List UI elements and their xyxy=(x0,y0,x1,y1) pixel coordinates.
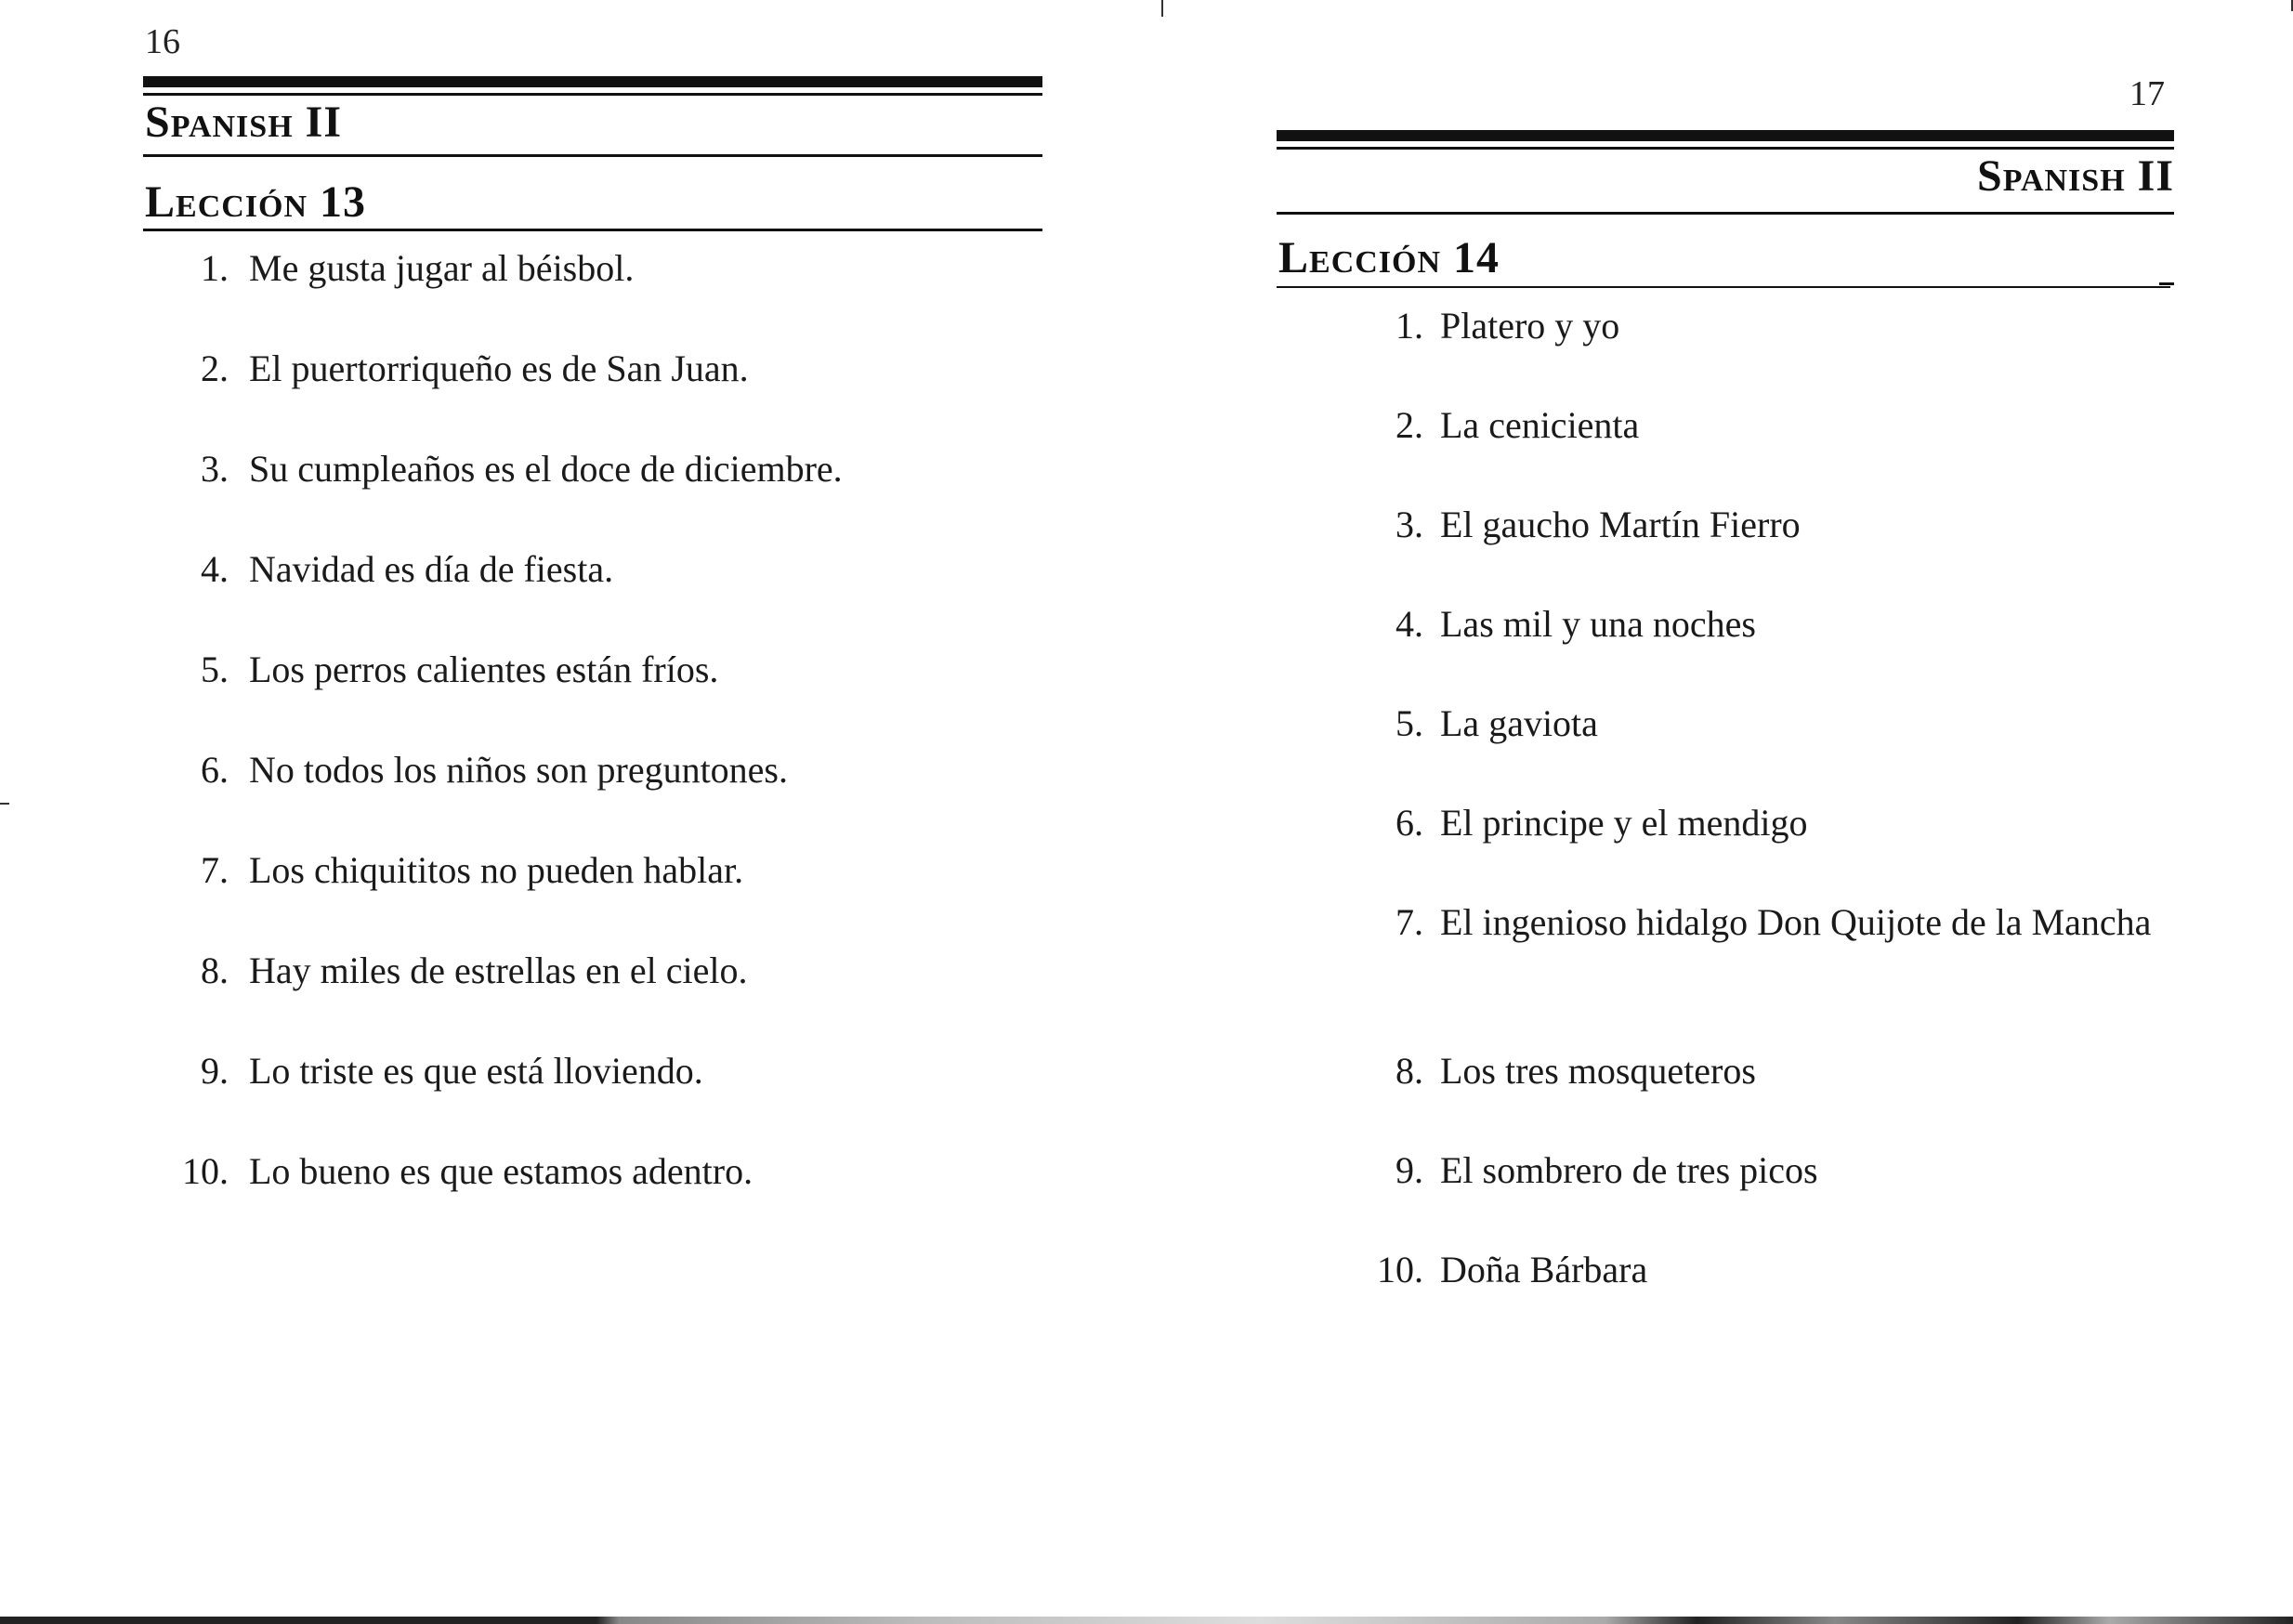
item-number: 10. xyxy=(1377,1249,1423,1290)
header-bottom-rule xyxy=(143,154,1042,157)
header-bottom-rule xyxy=(1277,212,2174,215)
spine-mark xyxy=(1161,0,1163,17)
list-item xyxy=(139,745,1115,845)
list-item xyxy=(1286,500,2261,599)
item-number: 3. xyxy=(1395,504,1423,545)
item-text: Navidad es día de fiesta. xyxy=(249,548,614,590)
item-text: El gaucho Martín Fierro xyxy=(1440,504,1801,545)
item-text: Hay miles de estrellas en el cielo. xyxy=(249,950,748,991)
list-item xyxy=(139,1046,1115,1146)
item-number: 4. xyxy=(1395,603,1423,645)
item-number: 7. xyxy=(1395,901,1423,943)
item-text: Lo bueno es que estamos adentro. xyxy=(249,1150,753,1192)
item-number: 3. xyxy=(201,448,229,490)
list-item xyxy=(1286,897,2261,1046)
list-item xyxy=(1286,1046,2261,1146)
item-text: No todos los niños son preguntones. xyxy=(249,749,788,791)
item-number: 1. xyxy=(1395,305,1423,347)
item-number: 7. xyxy=(201,849,229,891)
item-text: El principe y el mendigo xyxy=(1440,802,1808,844)
item-text: El ingenioso hidalgo Don Quijote de la Mancha xyxy=(1440,901,2152,943)
item-number: 8. xyxy=(201,950,229,991)
list-item xyxy=(1286,400,2261,500)
item-text: Las mil y una noches xyxy=(1440,603,1756,645)
item-number: 6. xyxy=(201,749,229,791)
lesson-rule xyxy=(143,229,1042,231)
list-item xyxy=(1286,301,2261,400)
lesson-rule-tick xyxy=(2159,282,2174,285)
list-item xyxy=(139,1146,1115,1247)
item-number: 2. xyxy=(201,347,229,389)
lesson-title: Lección 14 xyxy=(1278,233,1500,282)
course-title: Spanish II xyxy=(145,98,342,147)
list-item xyxy=(1286,798,2261,897)
item-text: Los perros calientes están fríos. xyxy=(249,648,719,690)
list-item xyxy=(139,946,1115,1046)
header-thick-rule xyxy=(1277,130,2174,141)
page-number: 16 xyxy=(145,22,180,61)
item-text: Platero y yo xyxy=(1440,305,1620,347)
item-number: 9. xyxy=(201,1050,229,1092)
list-item xyxy=(1286,599,2261,699)
list-item xyxy=(139,344,1115,444)
list-item xyxy=(139,243,1115,344)
list-item xyxy=(139,544,1115,645)
list-item xyxy=(139,645,1115,745)
item-number: 1. xyxy=(201,247,229,289)
list-item xyxy=(1286,1245,2261,1344)
edge-mark xyxy=(0,803,9,805)
item-text: Los chiquititos no pueden hablar. xyxy=(249,849,744,891)
item-text: El sombrero de tres picos xyxy=(1440,1149,1818,1191)
page-number: 17 xyxy=(2129,74,2165,113)
lesson-title: Lección 13 xyxy=(145,177,367,227)
item-number: 5. xyxy=(1395,702,1423,744)
list-item xyxy=(139,444,1115,544)
item-number: 6. xyxy=(1395,802,1423,844)
title-list xyxy=(1286,301,2261,1344)
item-number: 8. xyxy=(1395,1050,1423,1092)
item-number: 2. xyxy=(1395,404,1423,446)
course-title: Spanish II xyxy=(1977,151,2174,201)
sentence-list xyxy=(139,243,1115,1247)
list-item xyxy=(139,845,1115,946)
item-text: La gaviota xyxy=(1440,702,1598,744)
header-thin-rule xyxy=(143,93,1042,96)
item-text: El puertorriqueño es de San Juan. xyxy=(249,347,749,389)
item-number: 9. xyxy=(1395,1149,1423,1191)
item-text: Su cumpleaños es el doce de diciembre. xyxy=(249,448,843,490)
list-item xyxy=(1286,699,2261,798)
header-thin-rule xyxy=(1277,147,2174,150)
item-text: Me gusta jugar al béisbol. xyxy=(249,247,635,289)
item-number: 10. xyxy=(182,1150,229,1192)
item-text: Lo triste es que está lloviendo. xyxy=(249,1050,703,1092)
scan-bottom-edge xyxy=(0,1617,2293,1624)
left-page xyxy=(0,0,1146,1624)
header-thick-rule xyxy=(143,76,1042,87)
list-item xyxy=(1286,1146,2261,1245)
item-text: La cenicienta xyxy=(1440,404,1640,446)
item-text: Los tres mosqueteros xyxy=(1440,1050,1756,1092)
item-number: 4. xyxy=(201,548,229,590)
lesson-rule xyxy=(1277,286,2170,288)
right-page xyxy=(1146,0,2293,1624)
item-number: 5. xyxy=(201,648,229,690)
item-text: Doña Bárbara xyxy=(1440,1249,1648,1290)
